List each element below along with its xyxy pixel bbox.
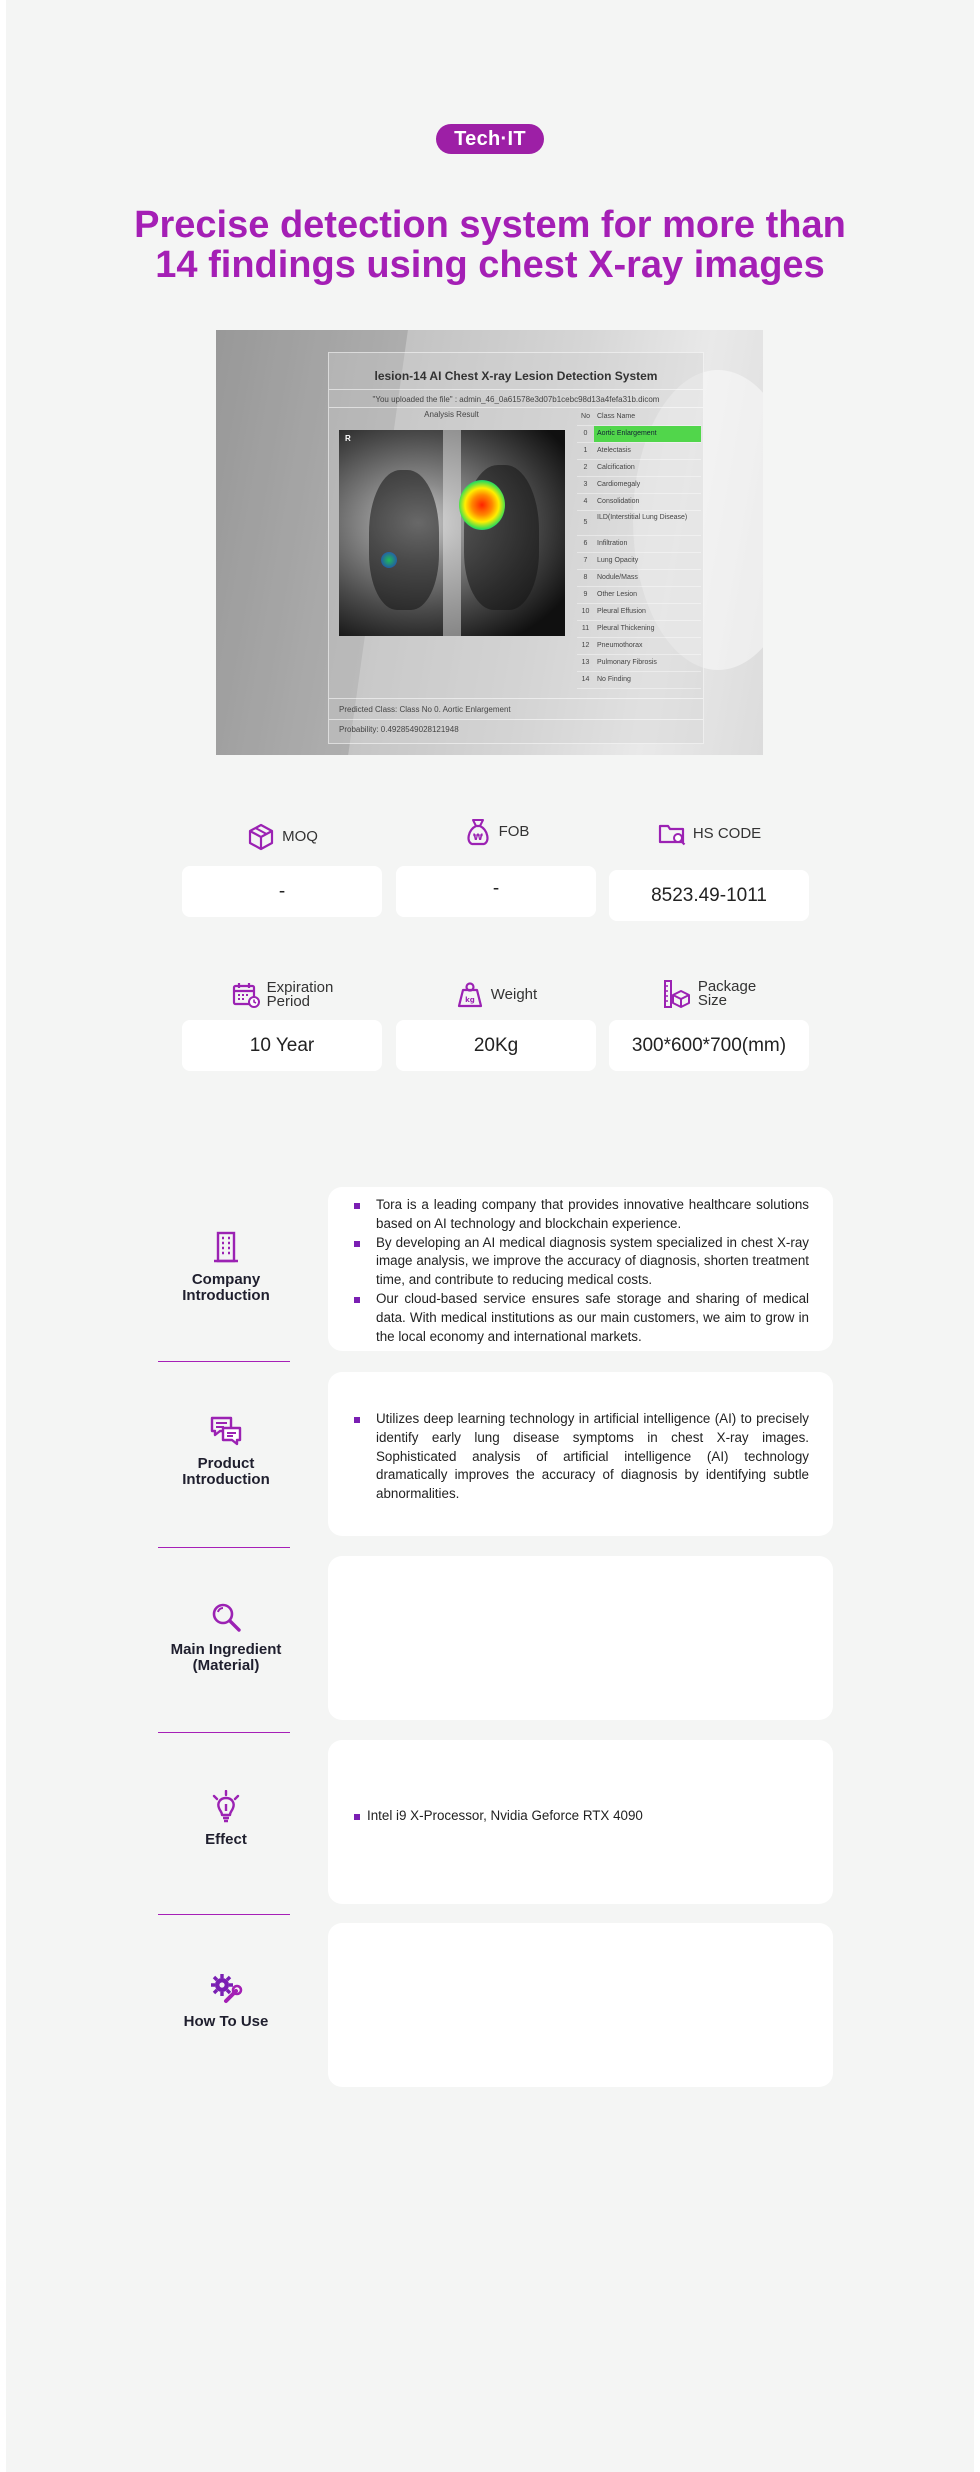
fob-value: - [396,866,596,917]
class-row: 8 Nodule/Mass [577,570,701,587]
class-list [577,409,701,689]
page-title-line-2: 14 findings using chest X-ray images [155,244,825,286]
chest-xray-image [339,430,565,636]
lightbulb-icon [209,1790,243,1824]
weight-kg-icon [455,980,485,1010]
page-title-line-1: Precise detection system for more than [134,204,846,246]
building-icon [209,1230,243,1264]
class-row: 4 Consolidation [577,494,701,511]
effect-bullet-1: Intel i9 X-Processor, Nvidia Geforce RTX 4090 [354,1807,809,1826]
how-to-use-label [160,1972,292,2030]
fob-label: ₩ FOB [396,812,596,852]
svg-text:kg: kg [464,996,475,1004]
expiration-value: 10 Year [182,1020,382,1071]
company-label-line-2: Introduction [182,1287,270,1304]
ingredient-label-line-2: (Material) [192,1657,260,1674]
class-row: 0 Aortic Enlargement [577,426,701,443]
class-row: 3 Cardiomegaly [577,477,701,494]
class-row: 9 Other Lesion [577,587,701,604]
moq-label: MOQ [182,820,382,854]
class-row: 2 Calcification [577,460,701,477]
company-label-line-1: Company [191,1271,261,1288]
magnifier-icon [209,1600,243,1634]
how-to-use-label-text: How To Use [183,2013,269,2030]
moq-value: - [182,866,382,917]
company-bullet-3: Our cloud-based service ensures safe storage and sharing of medical data. With medical institutions as our main customers, we aim to grow in the local economy and international markets. [354,1290,809,1346]
screen-predicted-class: Predicted Class: Class No 0. Aortic Enlargement [339,705,511,714]
product-bullet-1: Utilizes deep learning technology in artificial intelligence (AI) to precisely identify early lung disease symptoms in chest X-ray images. Sophisticated analysis of artificial intelligence (AI) technology dramatically improves the accuracy of diagnosis by identifying subtle abnormalities. [354,1410,809,1504]
hs-code-label: HS CODE [609,818,809,850]
detection-system-screen [328,352,704,744]
expiration-label [182,978,382,1012]
weight-label: kg Weight [396,978,596,1012]
class-row: 7 Lung Opacity [577,553,701,570]
product-label-line-1: Product [197,1455,255,1472]
expiration-label-line-1: Expiration [266,979,334,996]
page-title [0,205,980,285]
class-list-header: No Class Name [577,409,701,426]
product-divider [158,1547,290,1548]
company-introduction-box [328,1187,833,1351]
hs-code-value: 8523.49-1011 [609,870,809,921]
chat-bubbles-icon [209,1414,243,1448]
money-bag-icon [463,817,493,847]
main-ingredient-box [328,1556,833,1720]
effect-label-text: Effect [205,1831,247,1848]
product-label-line-2: Introduction [182,1471,270,1488]
calendar-clock-icon [231,980,261,1010]
company-divider [158,1361,290,1362]
class-row: 5 ILD(Interstitial Lung Disease) [577,511,701,536]
brand-badge-wrap [0,124,980,154]
effect-divider [158,1914,290,1915]
class-row: 12 Pneumothorax [577,638,701,655]
class-row: 1 Atelectasis [577,443,701,460]
product-hero-image [216,330,763,755]
folder-search-icon [657,819,687,849]
ingredient-divider [158,1732,290,1733]
how-to-use-box [328,1923,833,2087]
company-bullet-1: Tora is a leading company that provides innovative healthcare solutions based on AI technology and blockchain experience. [354,1196,809,1234]
package-size-value: 300*600*700(mm) [609,1020,809,1071]
class-row: 10 Pleural Effusion [577,604,701,621]
screen-title: lesion-14 AI Chest X-ray Lesion Detection System [374,369,658,383]
package-size-label [609,974,809,1014]
main-ingredient-label [160,1600,292,1674]
box-icon [246,822,276,852]
screen-analysis-header: Analysis Result [424,410,479,419]
product-introduction-box [328,1372,833,1536]
heatmap-minor-spot [381,552,397,568]
expiration-label-line-2: Period [266,993,310,1010]
product-introduction-label [160,1414,292,1488]
effect-label [160,1790,292,1848]
class-row: 11 Pleural Thickening [577,621,701,638]
class-row: 13 Pulmonary Fibrosis [577,655,701,672]
package-label-line-2: Size [697,992,727,1009]
screen-probability: Probability: 0.4928549028121948 [339,725,459,734]
svg-text:₩: ₩ [472,833,483,843]
heatmap-hotspot [459,480,505,530]
screen-upload-text: "You uploaded the file" : admin_46_0a61578e3d07b1cebc98d13a4fefa31b.dicom [372,395,660,404]
ingredient-label-line-1: Main Ingredient [170,1641,282,1658]
class-row: 6 Infiltration [577,536,701,553]
class-row: 14 No Finding [577,672,701,689]
xray-marker: R [345,434,351,443]
company-introduction-label [160,1230,292,1304]
package-ruler-icon [662,979,692,1009]
weight-value: 20Kg [396,1020,596,1071]
package-label-line-1: Package [697,978,757,995]
company-bullet-2: By developing an AI medical diagnosis system specialized in chest X-ray image analysis, we improve the accuracy of diagnosis, shorten treatment time, and contribute to reducing medical costs. [354,1234,809,1290]
gear-wrench-icon [209,1972,243,2006]
brand-badge: Tech·IT [436,124,544,154]
effect-box [328,1740,833,1904]
